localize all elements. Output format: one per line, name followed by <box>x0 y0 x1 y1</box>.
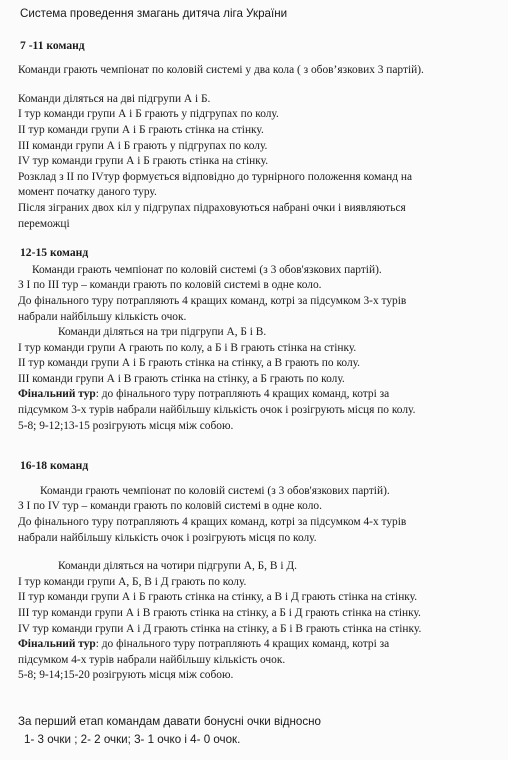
text-line: Команди діляться на три підгрупи А, Б і В. <box>58 326 267 339</box>
text-line: З І по ІV тур – команди грають по коловій системі в одне коло. <box>18 500 322 513</box>
section-16-18-teams <box>18 458 500 684</box>
text-line: І тур команди групи А, Б, В і Д грають по колу. <box>18 575 247 588</box>
bonus-points-note <box>18 714 500 747</box>
text-line: ІІ тур команди групи А і Б грають стінка на стінку, а В грають по колу. <box>18 357 361 370</box>
text-line: І тур команди групи А грають по колу, а Б і В грають стінка на стінку. <box>18 341 357 354</box>
text-line: Команди діляться на чотири підгрупи А, Б, В і Д. <box>58 560 297 573</box>
text-line: Команди діляться на дві підгрупи А і Б. <box>18 92 211 105</box>
document-title: Система проведення змагань дитяча ліга України <box>20 7 288 20</box>
text-line: ІІ тур команди групи А і Б грають стінка на стінку. <box>18 123 264 136</box>
text-line: підсумком 3-х турів набрали найбільшу кількість очок і розігрують місця по колу. <box>18 404 416 417</box>
text-line: І тур команди групи А і Б грають у підгрупах по колу. <box>18 108 279 121</box>
text-line: Команди грають чемпіонат по коловій системі (з 3 обов'язкових партій). <box>32 263 382 276</box>
text-line: ІІІ тур команди групи А і В грають стінка на стінку, а Б і Д грають стінка на стінку. <box>18 607 421 619</box>
text-line: ІІ тур команди групи А і Б грають стінка на стінку, а В і Д грають стінка на стінку. <box>18 591 418 604</box>
section-heading: 7 -11 команд <box>20 38 85 52</box>
final-round-line <box>18 387 500 403</box>
text-line: ІV тур команди групи А і Д грають стінка на стінку, а Б і В грають стінка на стінку. <box>18 622 422 635</box>
text-line: набрали найбільшу кількість очок і розігрують місця по колу. <box>18 531 317 544</box>
text-line: З І по ІІІ тур – команди грають по коловій системі в одне коло. <box>18 279 322 292</box>
text-line: За перший етап командам давати бонусні очки відносно <box>18 714 321 728</box>
text-line: переможці <box>18 217 70 230</box>
text-line: момент початку даного туру. <box>18 186 157 199</box>
text-line: 5-8; 9-12;13-15 розігрують місця між собою. <box>18 419 234 432</box>
text-line: До фінального туру потрапляють 4 кращих команд, котрі за підсумком 4-х турів <box>18 516 407 529</box>
section-heading: 12-15 команд <box>20 246 89 260</box>
text-line: 5-8; 9-14;15-20 розігрують місця між собою. <box>18 669 234 682</box>
text-line: 1- 3 очки ; 2- 2 очки; 3- 1 очко і 4- 0 очок. <box>24 732 241 746</box>
final-round-text: : до фінального туру потрапляють 4 кращих команд, котрі за <box>95 638 390 651</box>
text-line: Розклад з ІІ по ІVтур формується відповідно до турнірного положення команд на <box>18 170 413 183</box>
section-heading: 16-18 команд <box>20 459 89 473</box>
text-line: Команди грають чемпіонат по коловій системі (з 3 обов'язкових партій). <box>40 484 390 497</box>
final-round-label: Фінальний тур <box>18 388 96 401</box>
section-7-11-teams <box>18 38 500 233</box>
text-line: Команди грають чемпіонат по коловій системі у два кола ( з обов’язкових 3 партій). <box>18 64 424 77</box>
text-line: підсумком 4-х турів набрали найбільшу кількість очок. <box>18 653 286 666</box>
text-line: До фінального туру потрапляють 4 кращих команд, котрі за підсумком 3-х турів <box>18 294 407 307</box>
text-line: ІІІ команди групи А і Б грають у підгрупах по колу. <box>18 139 268 152</box>
text-line: Після зіграних двох кіл у підгрупах підраховуються набрані очки і виявляються <box>18 201 406 214</box>
section-12-15-teams <box>18 245 500 434</box>
final-round-line <box>18 637 500 653</box>
final-round-text: : до фінального туру потрапляють 4 кращих команд, котрі за <box>95 388 390 401</box>
final-round-label: Фінальний тур <box>18 638 96 651</box>
text-line: ІІІ команди групи А і В грають стінка на стінку, а Б грають по колу. <box>18 372 345 385</box>
text-line: набрали найбільшу кількість очок. <box>18 310 187 323</box>
text-line: ІV тур команди групи А і Б грають стінка на стінку. <box>18 155 269 168</box>
